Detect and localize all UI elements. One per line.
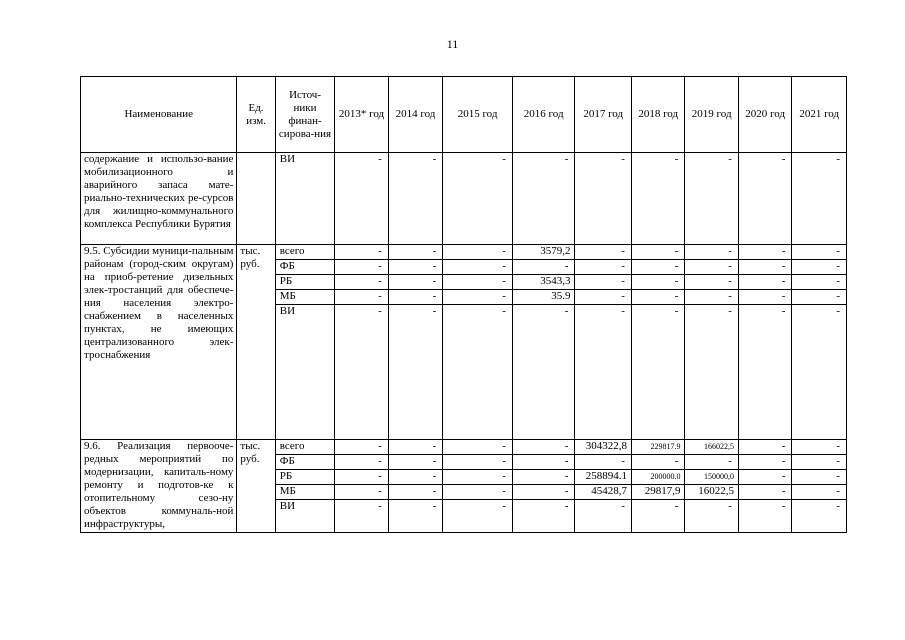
year-value: - <box>443 470 513 485</box>
year-value: - <box>388 153 442 245</box>
year-value: - <box>738 275 791 290</box>
year-value: - <box>792 245 847 260</box>
year-value: - <box>388 440 442 455</box>
year-value: - <box>631 455 684 470</box>
year-value: - <box>631 305 684 440</box>
year-value: 29817,9 <box>631 485 684 500</box>
header-year: 2018 год <box>631 77 684 153</box>
table-row <box>81 245 847 260</box>
year-value: - <box>443 290 513 305</box>
year-value: - <box>575 260 632 275</box>
year-value: - <box>575 245 632 260</box>
year-value: - <box>335 153 388 245</box>
year-value: - <box>738 305 791 440</box>
header-year: 2017 год <box>575 77 632 153</box>
year-value: 229817.9 <box>631 440 684 455</box>
header-row <box>81 77 847 153</box>
item-name: 9.5. Субсидии муници-пальным районам (город-ским округам) на приоб-ретение дизельных элек-тростанций для обеспече-ния населения электро-снабжением в населенных пунктах, не имеющих централизованного элек-троснабжения <box>81 245 237 440</box>
year-value: - <box>388 290 442 305</box>
year-value: - <box>335 290 388 305</box>
year-value: - <box>512 440 575 455</box>
budget-table <box>80 76 847 533</box>
year-value: - <box>631 245 684 260</box>
year-value: - <box>512 153 575 245</box>
year-value: - <box>738 290 791 305</box>
header-year: 2019 год <box>685 77 738 153</box>
item-name: 9.6. Реализация первооче-редных мероприятий по модернизации, капиталь-ному ремонту и подготов-ке к отопительному сезо-ну объектов коммуналь-ной инфраструктуры, <box>81 440 237 533</box>
year-value: - <box>388 455 442 470</box>
year-value: - <box>575 455 632 470</box>
year-value: - <box>443 440 513 455</box>
year-value: - <box>792 260 847 275</box>
funding-source: ВИ <box>275 305 335 440</box>
year-value: - <box>512 485 575 500</box>
year-value: - <box>631 275 684 290</box>
year-value: - <box>685 455 738 470</box>
year-value: - <box>738 440 791 455</box>
header-year: 2016 год <box>512 77 575 153</box>
year-value: - <box>388 275 442 290</box>
header-year: 2014 год <box>388 77 442 153</box>
year-value: - <box>443 275 513 290</box>
funding-source: МБ <box>275 485 335 500</box>
year-value: - <box>575 153 632 245</box>
table-body <box>81 153 847 533</box>
year-value: 258894.1 <box>575 470 632 485</box>
funding-source: всего <box>275 245 335 260</box>
year-value: - <box>575 500 632 533</box>
year-value: - <box>512 455 575 470</box>
year-value: 35.9 <box>512 290 575 305</box>
year-value: 200000.0 <box>631 470 684 485</box>
year-value: - <box>388 305 442 440</box>
year-value: - <box>685 275 738 290</box>
year-value: - <box>685 260 738 275</box>
year-value: 150000,0 <box>685 470 738 485</box>
year-value: - <box>685 245 738 260</box>
year-value: - <box>685 305 738 440</box>
year-value: - <box>443 153 513 245</box>
year-value: - <box>792 500 847 533</box>
year-value: - <box>388 500 442 533</box>
year-value: - <box>792 485 847 500</box>
funding-source: ФБ <box>275 455 335 470</box>
year-value: - <box>443 305 513 440</box>
page-number: 11 <box>446 37 459 51</box>
year-value: - <box>685 153 738 245</box>
year-value: - <box>792 275 847 290</box>
year-value: - <box>335 440 388 455</box>
funding-source: ФБ <box>275 260 335 275</box>
year-value: - <box>335 455 388 470</box>
year-value: 45428,7 <box>575 485 632 500</box>
item-unit: тыс. руб. <box>237 245 275 440</box>
year-value: 16022,5 <box>685 485 738 500</box>
item-unit <box>237 153 275 245</box>
year-value: - <box>685 290 738 305</box>
header-source: Источ-ники финан-сирова-ния <box>275 77 335 153</box>
year-value: - <box>335 245 388 260</box>
year-value: - <box>575 305 632 440</box>
year-value: - <box>792 470 847 485</box>
header-unit: Ед. изм. <box>237 77 275 153</box>
year-value: - <box>575 290 632 305</box>
year-value: - <box>388 260 442 275</box>
year-value: - <box>335 275 388 290</box>
year-value: 3543,3 <box>512 275 575 290</box>
year-value: - <box>443 485 513 500</box>
year-value: - <box>792 305 847 440</box>
header-year: 2021 год <box>792 77 847 153</box>
table-row <box>81 440 847 455</box>
year-value: - <box>512 260 575 275</box>
year-value: - <box>335 260 388 275</box>
header-year: 2015 год <box>443 77 513 153</box>
year-value: - <box>335 500 388 533</box>
year-value: - <box>792 440 847 455</box>
header-year: 2013* год <box>335 77 388 153</box>
year-value: 304322,8 <box>575 440 632 455</box>
year-value: - <box>631 153 684 245</box>
year-value: - <box>512 470 575 485</box>
year-value: - <box>388 245 442 260</box>
year-value: - <box>388 485 442 500</box>
funding-source: РБ <box>275 275 335 290</box>
funding-source: ВИ <box>275 153 335 245</box>
year-value: - <box>738 470 791 485</box>
header-name: Наименование <box>81 77 237 153</box>
year-value: - <box>512 305 575 440</box>
year-value: - <box>335 485 388 500</box>
item-name: содержание и использо-вание мобилизационного и аварийного запаса мате-риально-технических ре-сурсов для жилищно-коммунального комплекса Республики Бурятия <box>81 153 237 245</box>
year-value: - <box>335 305 388 440</box>
year-value: - <box>792 290 847 305</box>
year-value: 3579,2 <box>512 245 575 260</box>
year-value: - <box>443 245 513 260</box>
year-value: 166022,5 <box>685 440 738 455</box>
year-value: - <box>443 500 513 533</box>
year-value: - <box>738 500 791 533</box>
funding-source: РБ <box>275 470 335 485</box>
year-value: - <box>443 455 513 470</box>
year-value: - <box>738 245 791 260</box>
item-unit: тыс. руб. <box>237 440 275 533</box>
year-value: - <box>738 153 791 245</box>
funding-source: МБ <box>275 290 335 305</box>
year-value: - <box>792 153 847 245</box>
funding-source: ВИ <box>275 500 335 533</box>
year-value: - <box>738 455 791 470</box>
year-value: - <box>443 260 513 275</box>
year-value: - <box>631 500 684 533</box>
year-value: - <box>631 260 684 275</box>
year-value: - <box>631 290 684 305</box>
funding-source: всего <box>275 440 335 455</box>
year-value: - <box>575 275 632 290</box>
year-value: - <box>685 500 738 533</box>
year-value: - <box>792 455 847 470</box>
year-value: - <box>738 485 791 500</box>
year-value: - <box>512 500 575 533</box>
year-value: - <box>335 470 388 485</box>
year-value: - <box>738 260 791 275</box>
table-row <box>81 153 847 245</box>
header-year: 2020 год <box>738 77 791 153</box>
year-value: - <box>388 470 442 485</box>
